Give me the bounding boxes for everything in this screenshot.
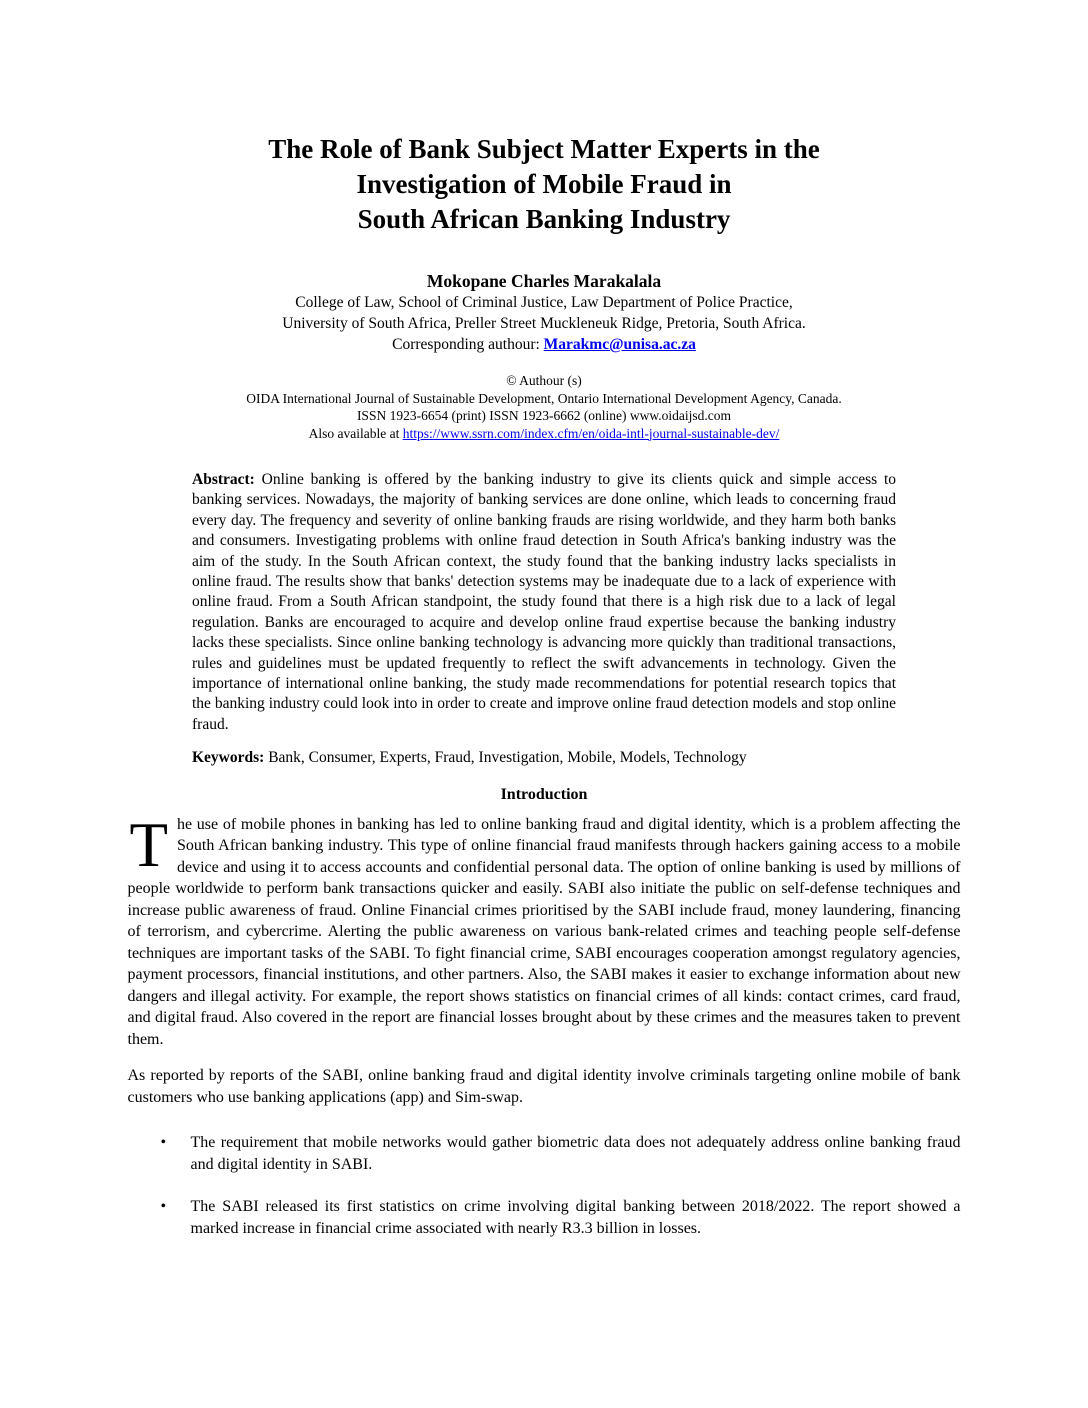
- introduction-body: [127, 809, 961, 1240]
- abstract-label: Abstract:: [192, 471, 255, 488]
- bullet-text-1: The requirement that mobile networks would gather biometric data does not adequately address online banking fraud and digital identity in SABI.: [190, 1134, 961, 1173]
- also-available-label: Also available at: [308, 425, 403, 441]
- keywords-line: [192, 748, 896, 768]
- bullet-list: [128, 1132, 961, 1239]
- dropcap-letter: T: [129, 809, 168, 880]
- list-item: [161, 1132, 961, 1175]
- corresponding-author-label: Corresponding authour:: [392, 336, 544, 353]
- paper-title-line-2: Investigation of Mobile Fraud in: [356, 169, 732, 199]
- keywords-text: Bank, Consumer, Experts, Fraud, Investigation, Mobile, Models, Technology: [268, 749, 747, 767]
- bullet-icon: •: [160, 1134, 167, 1152]
- paper-title: [0, 0, 1088, 237]
- corresponding-author-line: [0, 334, 1088, 355]
- intro-paragraph-1: [127, 809, 961, 1051]
- journal-name-line: OIDA International Journal of Sustainable Development, Ontario International Development Agency, Canada.: [246, 390, 842, 406]
- journal-url-link[interactable]: https://www.ssrn.com/index.cfm/en/oida-intl-journal-sustainable-dev/: [402, 425, 780, 441]
- list-item: [161, 1196, 961, 1239]
- intro-paragraph-1-text: he use of mobile phones in banking has led to online banking fraud and digital identity, which is a problem affecting the South African banking industry. This type of online financial fraud manifests through hackers gaining access to a mobile device and using it to access accounts and confidential personal data. The option of online banking is used by millions of people worldwide to perform bank transactions quicker and easily. SABI also initiate the public on self-defense techniques and increase public awareness of fraud. Online Financial crimes prioritised by the SABI include fraud, money laundering, financing of terrorism, and cybercrime. Alerting the public awareness on various bank-related crimes and teaching people self-defense techniques are important tasks of the SABI. To fight financial crime, SABI encourages cooperation amongst regulatory agencies, payment processors, financial institutions, and other partners. Also, the SABI makes it easier to exchange information about new dangers and illegal activity. For example, the report shows statistics on financial crimes of all kinds: contact crimes, card fraud, and digital fraud. Also covered in the report are financial losses brought about by these crimes and the measures taken to prevent them.: [127, 815, 961, 1048]
- journal-info-block: [0, 372, 1088, 442]
- paper-title-line-3: South African Banking Industry: [357, 204, 731, 234]
- copyright-line: © Authour (s): [506, 373, 582, 388]
- paper-title-line-1: The Role of Bank Subject Matter Experts in the: [268, 134, 820, 164]
- keywords-label: Keywords:: [192, 749, 265, 767]
- bullet-icon: •: [160, 1198, 167, 1216]
- affiliation-line-2: University of South Africa, Preller Street Muckleneuk Ridge, Pretoria, South Africa.: [282, 315, 806, 332]
- intro-paragraph-2: As reported by reports of the SABI, online banking fraud and digital identity involve criminals targeting online mobile of bank customers who use banking applications (app) and Sim-swap.: [127, 1067, 961, 1106]
- also-available-line: [0, 425, 1088, 443]
- author-name: Mokopane Charles Marakalala: [426, 271, 662, 291]
- introduction-heading: Introduction: [500, 785, 588, 803]
- abstract-paragraph: [192, 470, 896, 735]
- affiliation-line-1: College of Law, School of Criminal Justice, Law Department of Police Practice,: [295, 294, 793, 311]
- corresponding-email-link[interactable]: Marakmc@unisa.ac.za: [543, 336, 696, 353]
- issn-line: ISSN 1923-6654 (print) ISSN 1923-6662 (online) www.oidaijsd.com: [356, 408, 732, 423]
- bullet-text-2: The SABI released its first statistics on crime involving digital banking between 2018/2022. The report showed a marked increase in financial crime associated with nearly R3.3 billion in losses.: [190, 1198, 961, 1237]
- abstract-text: Online banking is offered by the banking industry to give its clients quick and simple access to banking services. Nowadays, the majority of banking services are done online, which leads to concerning fraud every day. The frequency and severity of online banking frauds are rising worldwide, and they harm both banks and consumers. Investigating problems with online fraud detection in South Africa's banking industry was the aim of the study. In the South African context, the study found that the banking industry lacks specialists in online fraud. The results show that banks' detection systems may be inadequate due to a lack of experience with online fraud. From a South African standpoint, the study found that there is a high risk due to a lack of legal regulation. Banks are encouraged to acquire and develop online fraud expertise because the banking industry lacks these specialists. Since online banking technology is advancing more quickly than traditional transactions, rules and guidelines must be updated frequently to reflect the swift advancements in technology. Given the importance of international online banking, the study made recommendations for potential research topics that the banking industry could look into in order to create and improve online fraud detection models and stop online fraud.: [192, 471, 896, 733]
